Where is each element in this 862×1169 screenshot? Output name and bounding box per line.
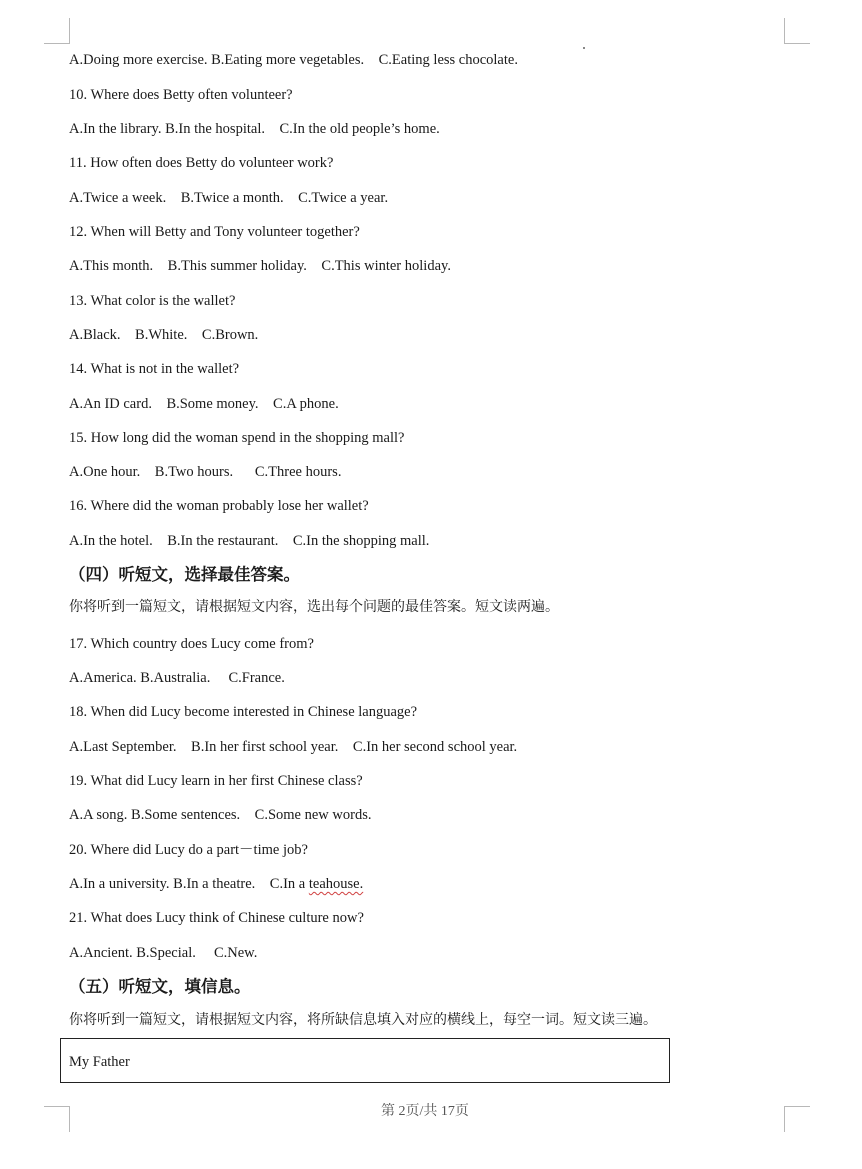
answer-options-17: A.America. B.Australia. C.France. [69,670,285,686]
answer-options-16: A.In the hotel. B.In the restaurant. C.In the shopping mall. [69,533,430,549]
answer-options-12: A.This month. B.This summer holiday. C.This winter holiday. [69,258,451,274]
question-15: 15. How long did the woman spend in the shopping mall? [69,430,405,446]
question-21: 21. What does Lucy think of Chinese culture now? [69,910,364,926]
section-4-instruction: 你将听到一篇短文，请根据短文内容，选出每个问题的最佳答案。短文读两遍。 [69,600,559,615]
answer-options-13: A.Black. B.White. C.Brown. [69,327,259,343]
question-12: 12. When will Betty and Tony volunteer together? [69,224,360,240]
question-13: 13. What color is the wallet? [69,293,236,309]
section-5-instruction: 你将听到一篇短文，请根据短文内容，将所缺信息填入对应的横线上，每空一词。短文读三遍。 [69,1013,657,1028]
info-table-title: My Father [69,1054,130,1070]
question-11: 11. How often does Betty do volunteer work? [69,155,334,171]
answer-options-14: A.An ID card. B.Some money. C.A phone. [69,396,339,412]
answer-options-20-text: A.In a university. B.In a theatre. C.In a [69,876,309,892]
answer-options-18: A.Last September. B.In her first school year. C.In her second school year. [69,739,518,755]
answer-options-15: A.One hour. B.Two hours. C.Three hours. [69,464,342,480]
question-19: 19. What did Lucy learn in her first Chinese class? [69,773,363,789]
spellcheck-word-teahouse: teahouse. [308,876,364,892]
answer-options-21: A.Ancient. B.Special. C.New. [69,945,258,961]
question-10: 10. Where does Betty often volunteer? [69,87,293,103]
info-table-box [60,1038,670,1083]
section-5-heading: （五）听短文，填信息。 [69,977,251,996]
question-16: 16. Where did the woman probably lose her wallet? [69,498,369,514]
answer-options-20 [69,875,363,893]
crop-mark-top-right [784,18,810,44]
answer-options-11: A.Twice a week. B.Twice a month. C.Twice a year. [69,190,389,206]
answer-options-10: A.In the library. B.In the hospital. C.In the old people’s home. [69,121,440,137]
question-17: 17. Which country does Lucy come from? [69,636,314,652]
question-14: 14. What is not in the wallet? [69,361,240,377]
answer-options-19: A.A song. B.Some sentences. C.Some new words. [69,807,372,823]
crop-mark-top-left [44,18,70,44]
section-4-heading: （四）听短文，选择最佳答案。 [69,565,300,584]
answer-options-9: A.Doing more exercise. B.Eating more vegetables. C.Eating less chocolate. [69,52,518,68]
question-18: 18. When did Lucy become interested in Chinese language? [69,704,418,720]
question-20: 20. Where did Lucy do a part－time job? [69,842,308,858]
page-footer: 第 2页/共 17页 [381,1104,469,1119]
stray-dot [583,47,585,49]
